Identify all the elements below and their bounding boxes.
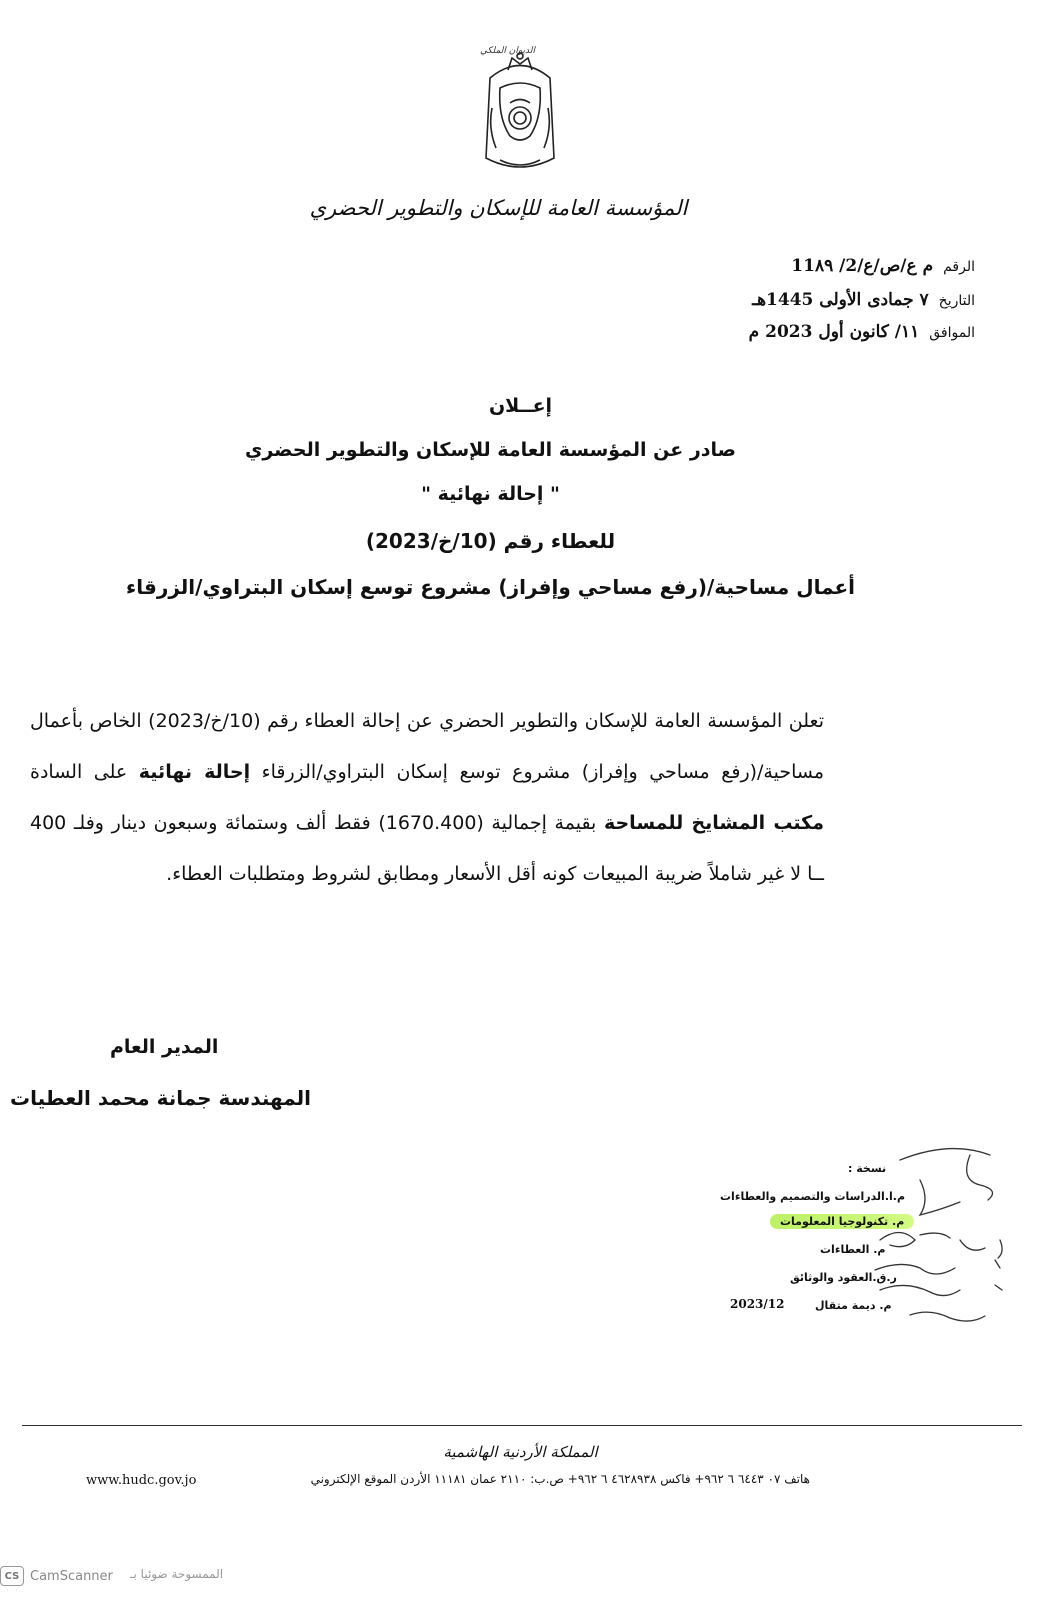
copies-date: 2023/12 bbox=[730, 1297, 785, 1311]
body-bold-contractor: مكتب المشايخ للمساحة bbox=[603, 812, 824, 834]
footer-website: www.hudc.gov.jo bbox=[86, 1473, 197, 1488]
body-part-3: بقيمة إجمالية (1670.400) فقط ألف وستمائة وسبعون دينار وفلـ 400 ــا لا غير شاملاً ضريبة المبيعات كونه أقل الأسعار ومطابق لشروط ومتطلبات العطاء. bbox=[30, 812, 824, 885]
copy-item: م. العطاءات bbox=[820, 1243, 886, 1256]
gregorian-date-label: الموافق bbox=[929, 325, 975, 341]
tender-number-line: للعطاء رقم (10/خ/2023) bbox=[365, 529, 616, 553]
body-bold-final-award: إحالة نهائية bbox=[138, 761, 251, 783]
institution-name: المؤسسة العامة للإسكان والتطوير الحضري bbox=[309, 196, 688, 220]
signatory-title: المدير العام bbox=[110, 1036, 219, 1058]
copy-item: م.ا.الدراسات والتصميم والعطاءات bbox=[720, 1190, 906, 1203]
tender-subject-line: أعمال مساحية/(رفع مساحي وإفراز) مشروع توسع إسكان البتراوي/الزرقاء bbox=[125, 575, 855, 599]
footer-divider bbox=[22, 1425, 1022, 1426]
issuer-line: صادر عن المؤسسة العامة للإسكان والتطوير الحضري bbox=[244, 439, 737, 461]
gregorian-date-value: ١١/ كانون أول 2023 م bbox=[748, 322, 920, 342]
announcement-title: إعــلان bbox=[488, 395, 553, 417]
gregorian-date bbox=[705, 322, 975, 342]
copy-item-highlighted: م. تكنولوجيا المعلومات bbox=[770, 1214, 914, 1229]
final-award-line: " إحالة نهائية " bbox=[421, 483, 560, 505]
reference-number-label: الرقم bbox=[943, 259, 975, 275]
handwritten-initials-icon bbox=[860, 1140, 1010, 1350]
hijri-date-label: التاريخ bbox=[938, 293, 975, 309]
scanner-arabic-text: الممسوحة ضوئيا بـ bbox=[130, 1567, 224, 1581]
hijri-date-value: ٧ جمادى الأولى 1445هـ bbox=[752, 290, 929, 310]
footer-contact: هاتف ٠٧ ٦٤٤٣ ٦ ٩٦٢+ فاكس ٤٦٢٨٩٣٨ ٦ ٩٦٢+ ص.ب: ٢١١٠ عمان ١١١٨١ الأردن الموقع الإلكتروني bbox=[310, 1472, 810, 1486]
body-part-1: تعلن المؤسسة العامة للإسكان والتطوير الحضري عن إحالة العطاء رقم (10/خ/2023) الخاص بأعمال مساحية/(رفع مساحي وإفراز) مشروع توسع إسكان البتراوي/الزرقاء bbox=[30, 710, 825, 783]
signatory-name: المهندسة جمانة محمد العطيات bbox=[10, 1086, 312, 1110]
footer-country: المملكة الأردنية الهاشمية bbox=[443, 1443, 598, 1461]
announcement-body bbox=[30, 696, 824, 900]
royal-note: الديوان الملكي bbox=[480, 46, 535, 56]
scanner-name: CamScanner bbox=[30, 1568, 113, 1584]
hijri-date bbox=[705, 290, 975, 310]
copies-heading: نسخة : bbox=[848, 1162, 887, 1175]
scanner-watermark bbox=[0, 1566, 113, 1586]
coat-of-arms-icon bbox=[470, 48, 570, 188]
copy-item: م. ديمة متقال bbox=[815, 1299, 892, 1312]
reference-number-value: م ع/ص/ع/2/ 11٨٩ bbox=[791, 256, 934, 276]
reference-number bbox=[705, 256, 975, 276]
body-part-2: على السادة bbox=[30, 761, 128, 783]
copy-item: ر.ق.العقود والوثائق bbox=[790, 1271, 897, 1284]
camscanner-logo-icon: CS bbox=[0, 1566, 24, 1586]
